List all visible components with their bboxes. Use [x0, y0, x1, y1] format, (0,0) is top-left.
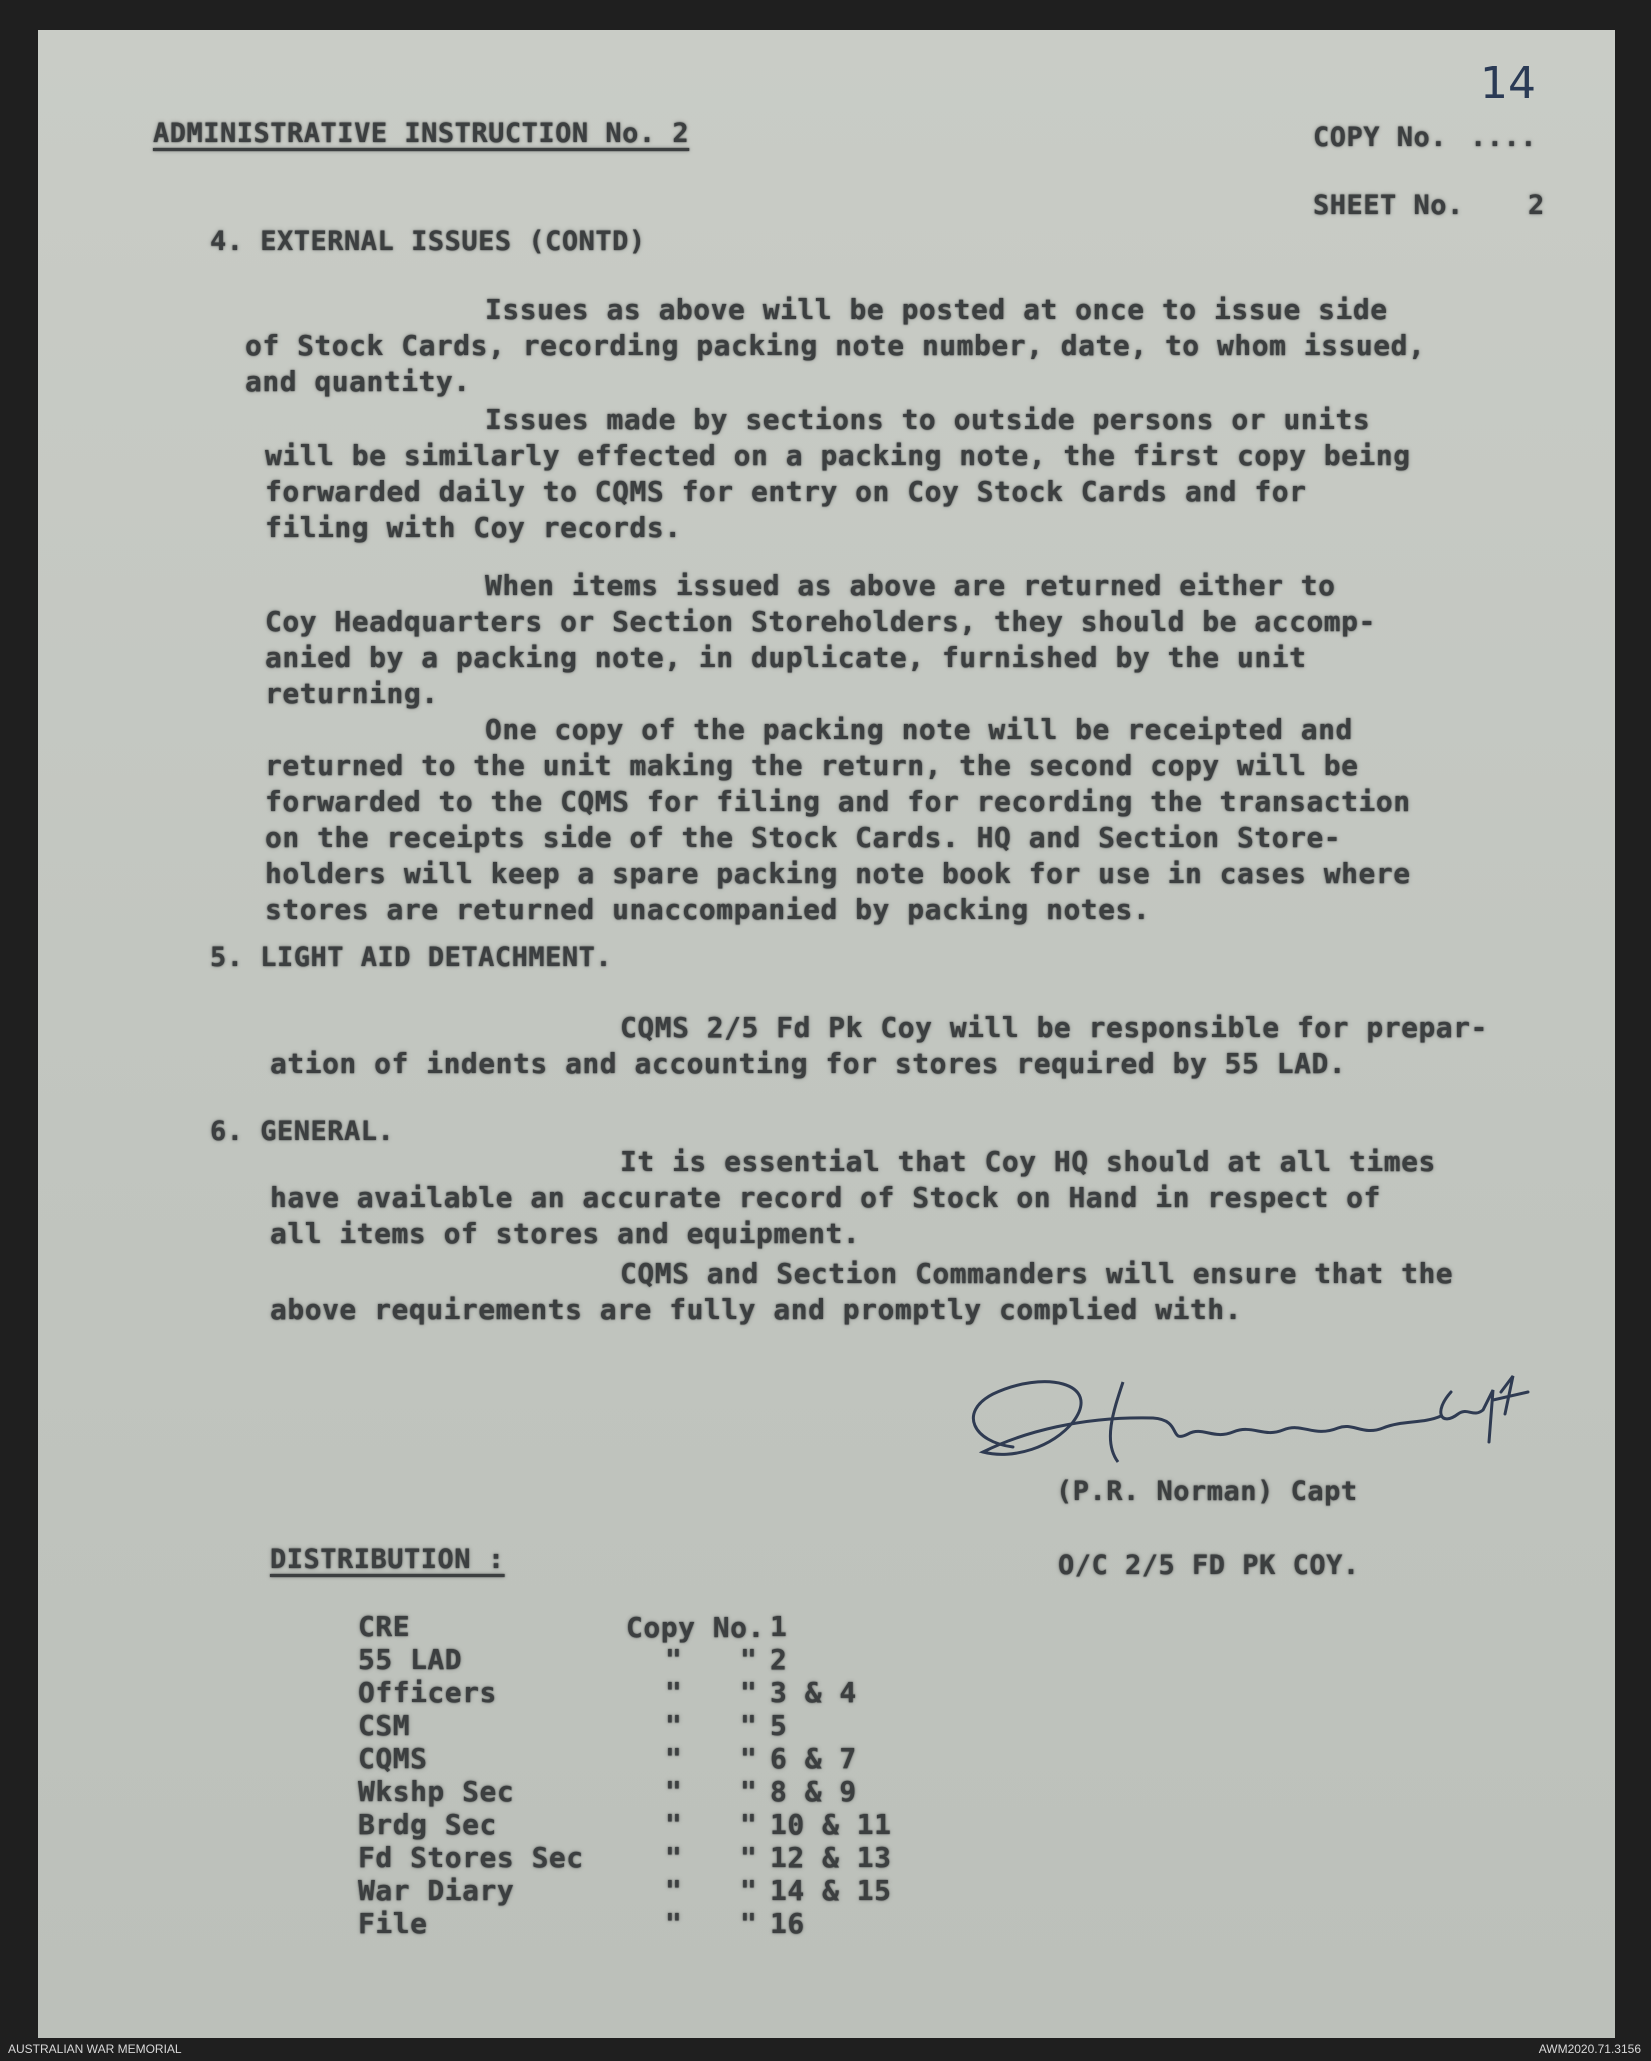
ditto-mark: " — [665, 1676, 683, 1709]
ditto-mark: " — [665, 1775, 683, 1808]
paragraph-line: Coy Headquarters or Section Storeholders, they should be accomp- — [265, 605, 1376, 638]
distribution-copy-number: 6 & 7 — [770, 1742, 857, 1775]
ditto-mark: " — [740, 1874, 758, 1907]
paragraph-line: returned to the unit making the return, the second copy will be — [265, 749, 1359, 782]
distribution-row — [358, 1808, 1058, 1841]
distribution-recipient: Fd Stores Sec — [358, 1841, 584, 1874]
paragraph-line: have available an accurate record of Stock on Hand in respect of — [270, 1181, 1381, 1214]
paragraph — [265, 402, 1651, 546]
distribution-copy-number: 1 — [770, 1610, 788, 1643]
paragraph-line: When items issued as above are returned either to — [485, 569, 1336, 602]
ditto-mark: " — [665, 1643, 683, 1676]
distribution-copy-number: 5 — [770, 1709, 788, 1742]
paragraph — [270, 1256, 1651, 1328]
distribution-copy-number: 12 & 13 — [770, 1841, 892, 1874]
signatory-appointment: O/C 2/5 FD PK COY. — [1058, 1550, 1360, 1581]
distribution-recipient: Officers — [358, 1676, 497, 1709]
distribution-recipient: CRE — [358, 1610, 411, 1643]
paragraph-line: anied by a packing note, in duplicate, furnished by the unit — [265, 641, 1307, 674]
paragraph-line: ation of indents and accounting for stores required by 55 LAD. — [270, 1047, 1347, 1080]
paragraph-line: returning. — [265, 677, 439, 710]
distribution-copy-number: 16 — [770, 1907, 805, 1940]
paragraph-line: above requirements are fully and promptly complied with. — [270, 1293, 1243, 1326]
ditto-mark: " — [740, 1643, 758, 1676]
paragraph — [245, 292, 1651, 400]
distribution-copy-label: Copy No. — [626, 1611, 765, 1644]
paragraph-line: will be similarly effected on a packing note, the first copy being — [265, 439, 1411, 472]
distribution-row — [358, 1742, 1058, 1775]
paragraph-line: of Stock Cards, recording packing note number, date, to whom issued, — [245, 329, 1426, 362]
distribution-recipient: Wkshp Sec — [358, 1775, 515, 1808]
paragraph — [265, 712, 1651, 928]
paragraph-line: on the receipts side of the Stock Cards. HQ and Section Store- — [265, 821, 1342, 854]
paragraph-line: forwarded daily to CQMS for entry on Coy Stock Cards and for — [265, 475, 1307, 508]
copy-number-handwritten: 14 — [1480, 58, 1536, 109]
paragraph-line: Issues made by sections to outside persons or units — [485, 403, 1371, 436]
distribution-row — [358, 1643, 1058, 1676]
paragraph — [270, 1144, 1651, 1252]
ditto-mark: " — [740, 1907, 758, 1940]
ditto-mark: " — [740, 1775, 758, 1808]
paragraph-line: It is essential that Coy HQ should at all times — [620, 1145, 1436, 1178]
copy-number-label: COPY No. — [1313, 122, 1448, 153]
paragraph-line: forwarded to the CQMS for filing and for recording the transaction — [265, 785, 1411, 818]
ditto-mark: " — [665, 1907, 683, 1940]
paragraph-line: filing with Coy records. — [265, 511, 682, 544]
footer-source: AUSTRALIAN WAR MEMORIAL — [8, 2042, 182, 2056]
ditto-mark: " — [740, 1841, 758, 1874]
ditto-mark: " — [740, 1808, 758, 1841]
ditto-mark: " — [665, 1874, 683, 1907]
section-heading-5 — [210, 942, 612, 973]
distribution-row — [358, 1709, 1058, 1742]
paragraph-line: CQMS and Section Commanders will ensure that the — [620, 1257, 1454, 1290]
paragraph-line: CQMS 2/5 Fd Pk Coy will be responsible for prepar- — [620, 1011, 1488, 1044]
signature-scrawl — [953, 1352, 1553, 1492]
section-heading-text: 5. LIGHT AID DETACHMENT. — [210, 942, 613, 973]
distribution-recipient: Brdg Sec — [358, 1808, 497, 1841]
paragraph — [270, 1010, 1651, 1082]
section-heading-6 — [210, 1116, 394, 1147]
distribution-recipient: War Diary — [358, 1874, 515, 1907]
distribution-row — [358, 1874, 1058, 1907]
distribution-copy-number: 2 — [770, 1643, 788, 1676]
distribution-row — [358, 1841, 1058, 1874]
distribution-row — [358, 1610, 1058, 1643]
ditto-mark: " — [665, 1709, 683, 1742]
paragraph-line: and quantity. — [245, 365, 471, 398]
distribution-heading: DISTRIBUTION : — [270, 1544, 505, 1575]
paragraph — [265, 568, 1651, 712]
ditto-mark: " — [740, 1709, 758, 1742]
distribution-recipient: CQMS — [358, 1742, 428, 1775]
document-page — [38, 30, 1615, 2038]
distribution-recipient: CSM — [358, 1709, 411, 1742]
distribution-row — [358, 1907, 1058, 1940]
paragraph-line: Issues as above will be posted at once to issue side — [485, 293, 1388, 326]
sheet-number-value: 2 — [1528, 190, 1545, 221]
ditto-mark: " — [665, 1841, 683, 1874]
section-heading-text: 6. GENERAL. — [210, 1116, 395, 1147]
distribution-row — [358, 1676, 1058, 1709]
ditto-mark: " — [665, 1742, 683, 1775]
distribution-copy-number: 14 & 15 — [770, 1874, 892, 1907]
signatory-name: (P.R. Norman) Capt — [1056, 1476, 1358, 1507]
section-heading-text: 4. EXTERNAL ISSUES (CONTD) — [210, 226, 646, 257]
footer-accession: AWM2020.71.3156 — [1538, 2042, 1641, 2056]
paragraph-line: One copy of the packing note will be receipted and — [485, 713, 1353, 746]
distribution-row — [358, 1775, 1058, 1808]
document-title: ADMINISTRATIVE INSTRUCTION No. 2 — [153, 118, 690, 149]
section-heading-4 — [210, 226, 646, 257]
paragraph-line: stores are returned unaccompanied by packing notes. — [265, 893, 1151, 926]
distribution-copy-number: 10 & 11 — [770, 1808, 892, 1841]
copy-number-value: .... — [1470, 122, 1538, 153]
distribution-copy-number: 3 & 4 — [770, 1676, 857, 1709]
distribution-recipient: File — [358, 1907, 428, 1940]
ditto-mark: " — [665, 1808, 683, 1841]
ditto-mark: " — [740, 1742, 758, 1775]
ditto-mark: " — [740, 1676, 758, 1709]
distribution-recipient: 55 LAD — [358, 1643, 463, 1676]
sheet-number-label: SHEET No. — [1313, 190, 1464, 221]
paragraph-line: all items of stores and equipment. — [270, 1217, 861, 1250]
paragraph-line: holders will keep a spare packing note book for use in cases where — [265, 857, 1411, 890]
distribution-copy-number: 8 & 9 — [770, 1775, 857, 1808]
